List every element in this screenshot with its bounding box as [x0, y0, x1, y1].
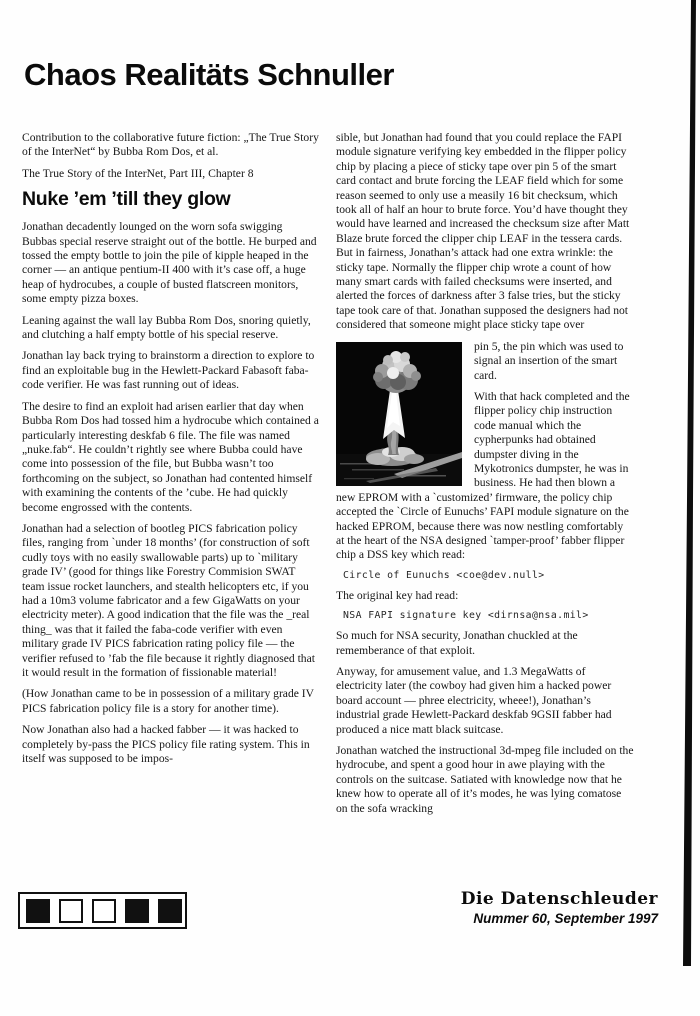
- issue-line: Nummer 60, September 1997: [473, 911, 658, 926]
- issue-footer: [461, 889, 658, 926]
- signature-key-new: Circle of Eunuchs <coe@dev.null>: [343, 569, 545, 581]
- page-title: Chaos Realitäts Schnuller: [24, 57, 394, 92]
- article-paragraph: Leaning against the wall lay Bubba Rom Dos, snoring quietly, and clutching a half empty bottle of his special reserve.: [22, 313, 311, 342]
- article-paragraph: So much for NSA security, Jonathan chuckled at the rememberance of that exploit.: [336, 629, 578, 657]
- registration-square-outline: [59, 899, 83, 923]
- registration-square-filled: [158, 899, 182, 923]
- contribution-line: Contribution to the collaborative future fiction: „The True Story of the InterNet“ by Bubba Rom Dos, et al.: [22, 131, 319, 159]
- registration-square-filled: [125, 899, 149, 923]
- magazine-name: Die Datenschleuder: [460, 889, 658, 909]
- print-registration-marks: [18, 892, 187, 929]
- two-column-article: [22, 131, 634, 823]
- signature-key-original: NSA FAPI signature key <dirnsa@nsa.mil>: [343, 610, 589, 622]
- section-heading: Nuke ’em ’till they glow: [22, 188, 231, 211]
- article-paragraph: The desire to find an exploit had arisen earlier that day when Bubba Rom Dos had tossed him a hydrocube which contained a particularly interesting deskfab 6 file. The file was named „nuke.fab“. He couldn’t rightly see where Bubba could have come into possession of the file, but Bubba wasn’t too forthcoming on the subject, so Jonathan had contented himself with examining the contents of the ’cube. He had quickly become engrossed with the contents.: [22, 399, 319, 514]
- article-paragraph: Jonathan decadently lounged on the worn sofa swigging Bubbas special reserve straight out of the bottle. He burped and tossed the empty bottle to join the pile of kipple heaped in the corner — an antique pentium-II 400 with it’s case off, a huge heap of hydrocubes, a couple of busted flatscreen monitors, some empty pizza boxes.: [22, 220, 317, 306]
- article-paragraph: sible, but Jonathan had found that you could replace the FAPI module signature verifying key embedded in the flipper policy chip by placing a piece of sticky tape over pin 5 of the smart card contact and brute forcing the LEAF field which for some reason seemed to only use a measily 16 bit checksum, which took all of half an hour to brute force. You’d have thought they would have learned and increased the checksum size after Matt Blaze brute forced the clipper chip LEAF in the tessera cards. But in fairness, Jonathan’s attack had one extra wrinkle: the sticky tape. Normally the flipper chip wrote a count of how many smart cards with failed checksums were inserted, and alerted the forces of darkness after 3 false tries, but the sticky tape took care of that. Jonathan supposed the designers had not considered that someone might place sticky tape over: [336, 131, 630, 332]
- article-paragraph: Anyway, for amusement value, and 1.3 MegaWatts of electricity later (the cowboy had given him a hacked power board account — phree electricity, wheee!), Jonathan’s industrial grade Hewlett-Packard deskfab 9GSII fabber had produced a nice matt black suitcase.: [336, 665, 612, 736]
- registration-square-outline: [92, 899, 116, 923]
- registration-square-filled: [26, 899, 50, 923]
- nuclear-explosion-photo: [336, 342, 462, 486]
- article-paragraph: (How Jonathan came to be in possession of a military grade IV PICS fabrication policy file is a story for another time).: [22, 687, 314, 715]
- article-paragraph: The original key had read:: [336, 588, 459, 602]
- article-paragraph: Jonathan watched the instructional 3d-mpeg file included on the hydrocube, and spent a good hour in awe playing with the controls on the suitcase. Satiated with knowledge now that he knew how to operate all of it’s modes, he was lying comatose on the sofa wracking: [336, 744, 634, 815]
- left-column: [22, 131, 320, 823]
- series-line: The True Story of the InterNet, Part III, Chapter 8: [22, 166, 254, 180]
- article-paragraph: pin 5, the pin which was used to signal an insertion of the smart card.: [474, 339, 624, 382]
- right-column: [336, 131, 634, 823]
- article-paragraph: Jonathan had a selection of bootleg PICS fabrication policy files, ranging from `under 18 months’ (for construction of soft cudly toys with no easily swallowable parts) up to `military grade IV’ (good for things like Forestry Commision SWAT team issue rocket launchers, and stealth helicopters etc, if you had a 10m3 volume fabricator and a few GigaWatts on your electricity meter). A good indication that the file was the _real thing_ was that it failed the faba-code verifier with even military grade IV PICS fabrication rating policy file — the verifier refused to ’fab the file because it rightly diagnosed that it would result in the formation of fissionable material!: [22, 521, 315, 679]
- article-paragraph: Jonathan lay back trying to brainstorm a direction to explore to find an exploitable bug in the Hewlett-Packard Fabasoft faba-code verifier. He was fast running out of ideas.: [22, 349, 315, 392]
- article-paragraph: With that hack completed and the flipper policy chip instruction code manual which the cypherpunks had obtained dumpster diving in the Mykotronics dumpster, he was in business. He had then blown a new EPROM with a `customized’ firmware, the policy chip accepted the `Circle of Eunuchs’ FAPI module signature on the hacked EPROM, because there was now nestling comfortably at the heart of the NSA designed `tamper-proof’ fabber flipper chip a DSS key which read:: [336, 389, 630, 562]
- article-paragraph: Now Jonathan also had a hacked fabber — it was hacked to completely by-pass the PICS policy file rating system. This in itself was supposed to be impos-: [22, 723, 310, 766]
